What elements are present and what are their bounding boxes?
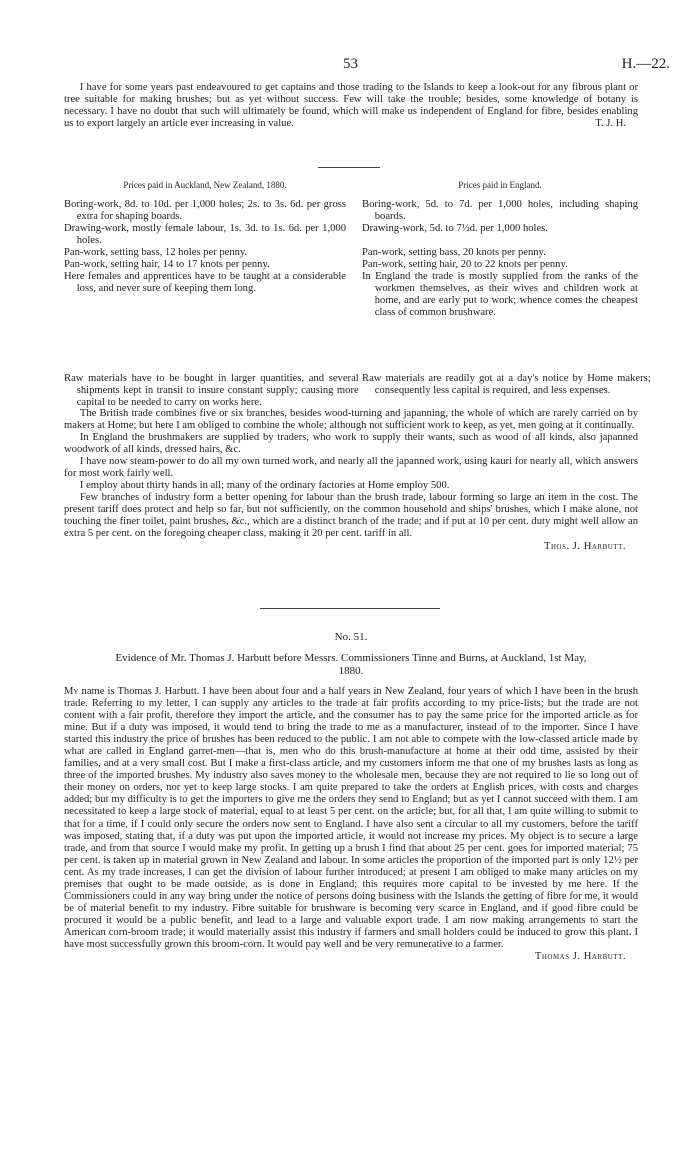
price-item-right: In England the trade is mostly supplied from the ranks of the workmen themselves, as their wives and children work at home, and are early put to work; whence comes the cheapest class of common brushware. (362, 271, 638, 319)
evidence-block (64, 686, 638, 963)
section-heading (64, 631, 638, 678)
evidence-text: name is Thomas J. Harbutt. I have been about four and a half years in New Zealand, four years of which I have been in the brush trade. Referring to my letter, I can supply any articles to the trade at fair profits according to my price-lists; but the trade are not content with a fair profit, therefore they import the article, and the consumer has to pay the same price for the imported article as for mine. But if a duty was imposed, it would tend to bring the trade to me as a manufacturer, instead of to the importer. Since I have started this industry the price of brushes has been reduced to the public. I am not able to compete with the low-classed article made by what are called in England garret-men—that is, men who do this brush-manufacture at home at their odd time, assisted by their families, and at a very small cost. But I make a first-class article, and my customers inform me that one of my brushes lasts as long as three of the imported brushes. My industry also saves money to the wholesale men, because they are not required to lie so long out of their money on orders, nor yet to keep large stocks. I am quite prepared to take the orders at English prices, with costs and charges added; but my difficulty is to get the importers to give me the orders they send to England; but as yet I cannot succeed with them. I am necessitated to keep a large stock of material, equal to at least 5 per cent. on the article; but, for all that, I am quite willing to submit to that for a time, if I could only secure the orders now sent to England. I have also sent a circular to all my customers, before the tariff was imposed, stating that, if a duty was put upon the imported article, it would not increase my prices. My object is to secure a large trade, and from that source I would make my profit. In getting up a brush I find that about 25 per cent. goes for imported material; 75 per cent. is taken up in material grown in New Zealand and labour. In some articles the proportion of the imported part is only 12½ per cent. As my trade increases, I can get the division of labour further introduced; at present I am obliged to make many articles on my premises that ought to be made outside, as is done in England; this requires more capital to be invested by me here. If the Commissioners could in any way bring under the notice of persons doing business with the Islands the getting of fibre for me, it would be of material benefit to my industry. Fibre suitable for brushware is becoming very scarce in England, and if good fibre could be procured it would be a public benefit, and lead to a large and valuable export trade. I am now making arrangements to start the American corn-broom trade; it would materially assist this industry if farmers and small holders could be induced to grow this plant. I have most successfully grown this broom-corn. It would pay well and be very remunerative to a farmer. (64, 686, 638, 950)
section-title: Evidence of Mr. Thomas J. Harbutt before Messrs. Commissioners Tinne and Burns, at Auckland, 1st May, 1880. (115, 652, 587, 677)
evidence-lead-word: My (64, 686, 79, 697)
prices-left-heading: Prices paid in Auckland, New Zealand, 1880. (123, 180, 287, 190)
trade-block (64, 408, 638, 553)
price-item-left: Pan-work, setting hair, 14 to 17 knots per penny. (64, 259, 270, 271)
prices-right-heading: Prices paid in England. (458, 180, 542, 190)
price-item-right: Drawing-work, 5d. to 7½d. per 1,000 holes. (362, 223, 548, 235)
intro-paragraph: I have for some years past endeavoured to get captains and those trading to the Islands to keep a look-out for any fibrous plant or tree suitable for making brushes; but as yet without success. Few will take the trouble; besides, some knowledge of botany is necessary. I have no doubt that such will ultimately be found, which will make us independent of England for fibre, besides enabling us to export largely an article ever increasing in value. (64, 82, 638, 130)
prices-left-column (64, 180, 359, 409)
page-header (0, 56, 700, 72)
price-item-left: Drawing-work, mostly female labour, 1s. 3d. to 1s. 6d. per 1,000 holes. (64, 223, 346, 247)
signature-harbutt: Thos. J. Harbutt. (544, 540, 626, 552)
document-reference: H.—22. (621, 56, 670, 72)
trade-paragraph: I have now steam-power to do all my own turned work, and nearly all the japanned work, using kauri for nearly all, which answers for most work fairly well. (64, 456, 638, 480)
section-divider (260, 608, 440, 609)
trade-paragraph: I employ about thirty hands in all; many of the ordinary factories at Home employ 500. (79, 480, 450, 492)
signature-harbutt-evidence: Thomas J. Harbutt. (534, 951, 626, 963)
prices-right-column (362, 180, 651, 397)
section-number: No. 51. (334, 631, 368, 643)
trade-paragraph: The British trade combines five or six branches, besides wood-turning and japanning, the whole of which are rarely carried on by makers at Home; but here I am obliged to combine the whole; although not sufficient work to keep, as yet, men going at it continually. (64, 408, 638, 432)
price-item-right: Raw materials are readily got at a day's notice by Home makers; consequently less capital is required, and less expenses. (362, 373, 651, 397)
price-item-right: Pan-work, setting hair, 20 to 22 knots per penny. (362, 259, 568, 271)
price-item-left: Pan-work, setting bass, 12 holes per penny. (64, 247, 248, 259)
trade-paragraph: In England the brushmakers are supplied by traders, who work to supply their wants, such as wood of all kinds, also japanned woodwork of all kinds, dressed hairs, &c. (64, 432, 638, 456)
evidence-paragraph (64, 686, 638, 951)
intro-block (64, 82, 638, 130)
price-item-left: Here females and apprentices have to be taught at a considerable loss, and never sure of keeping them long. (64, 271, 346, 295)
price-item-left: Boring-work, 8d. to 10d. per 1,000 holes; 2s. to 3s. 6d. per gross extra for shaping boards. (64, 199, 346, 223)
price-item-right: Boring-work, 5d. to 7d. per 1,000 holes, including shaping boards. (362, 199, 638, 223)
section-divider (318, 167, 380, 168)
price-item-left: Raw materials have to be bought in larger quantities, and several shipments kept in transit to insure constant supply; causing more capital to be needed to carry on works here. (64, 373, 359, 409)
page-number: 53 (343, 56, 358, 72)
price-item-right: Pan-work, setting bass, 20 knots per penny. (362, 247, 546, 259)
intro-initials: T. J. H. (595, 118, 626, 130)
trade-paragraph: Few branches of industry form a better opening for labour than the brush trade, labour forming so large an item in the cost. The present tariff does protect and help so far, but not sufficiently, on the common household and ships' brushes, which I make alone, not touching the finer toilet, paint brushes, &c., which are a distinct branch of the trade; and if put at 10 per cent. duty might well allow an extra 5 per cent. on the foregoing cheaper class, making it 20 per cent. tariff in all. (64, 492, 638, 540)
